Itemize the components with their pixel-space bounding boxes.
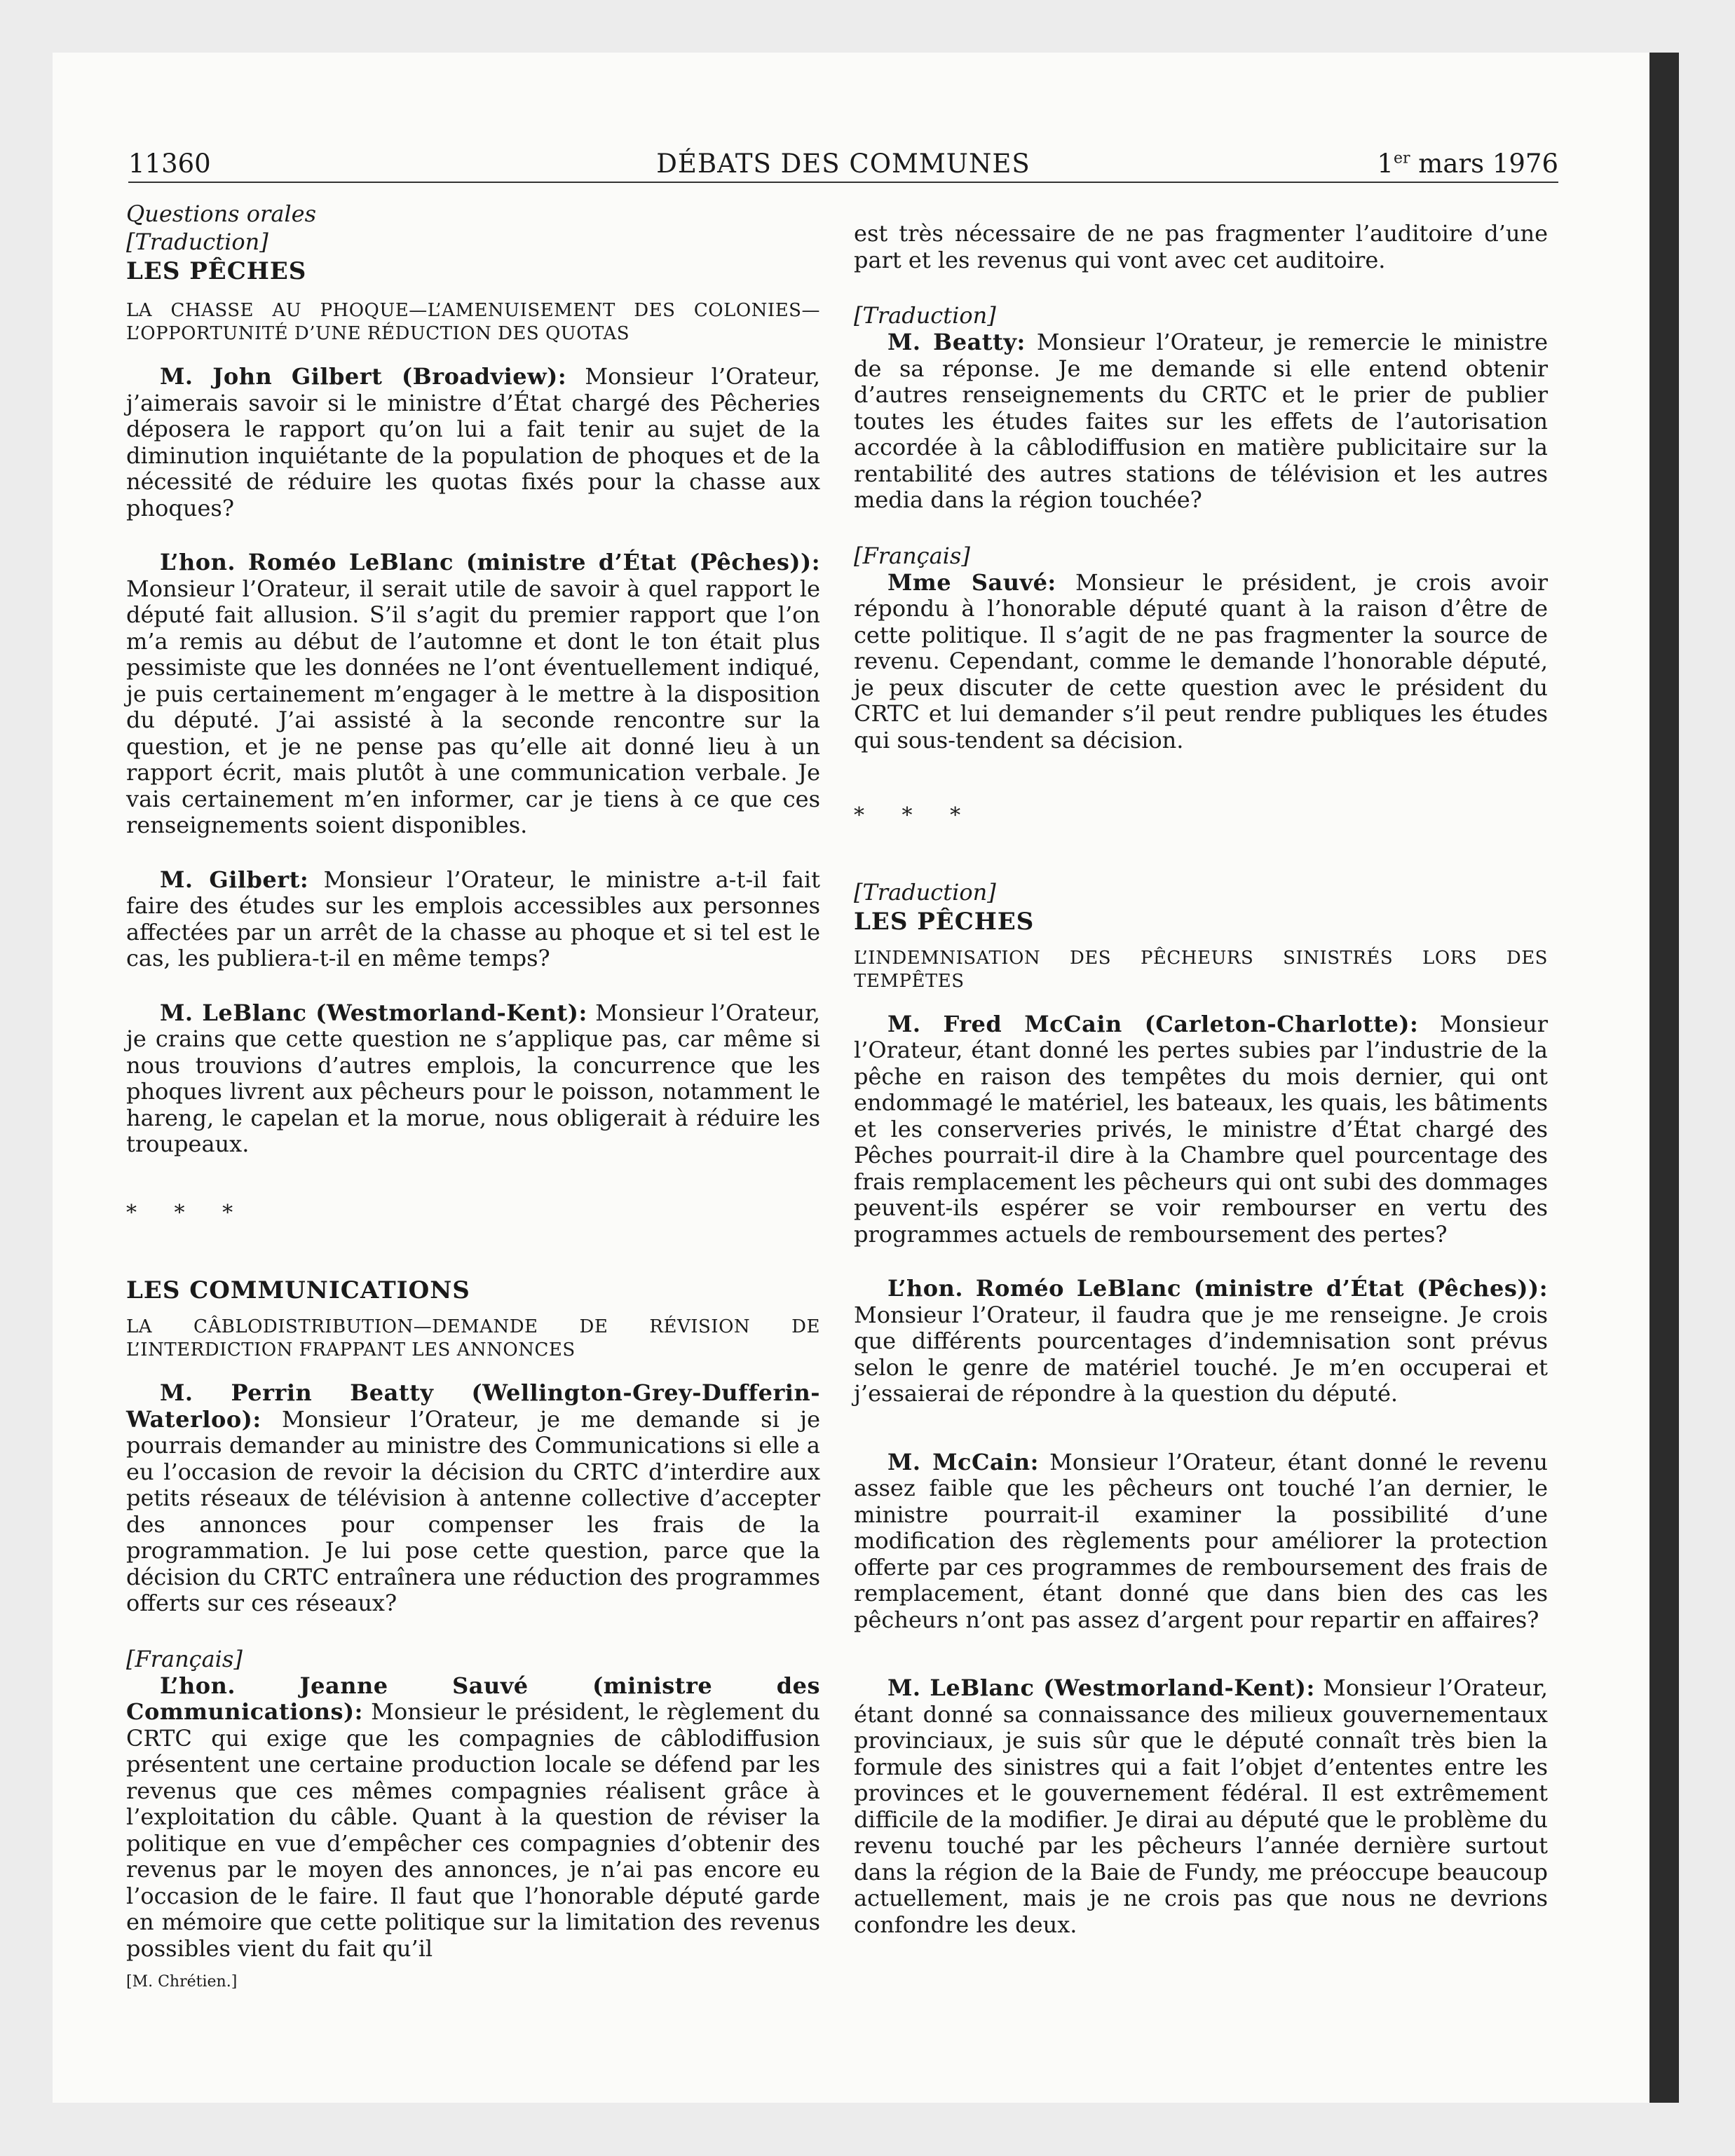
speaker-name: M. Beatty: bbox=[887, 329, 1026, 355]
speech bbox=[126, 1673, 820, 1963]
speaker-name: M. LeBlanc (Westmorland-Kent): bbox=[887, 1674, 1315, 1701]
section-separator: * * * bbox=[126, 1200, 249, 1225]
date-day: 1 bbox=[1377, 149, 1394, 179]
speech bbox=[126, 364, 820, 1158]
rubric-title: LES PÊCHES bbox=[126, 257, 307, 285]
speech bbox=[126, 1380, 820, 1617]
speaker-name: M. McCain: bbox=[887, 1448, 1039, 1475]
speech-text: Monsieur l’Orateur, étant donné le revenu assez faible que les pêcheurs ont touché l’an dernier, le ministre pourrait-il examiner la possibilité d’une modification des règlements pour améliorer la protection offerte par ces programmes de remboursement des frais de remplacement, étant donné que dans bien des cas les pêcheurs n’ont pas assez d’argent pour repartir en affaires? bbox=[854, 1448, 1549, 1633]
language-note: [Traduction] bbox=[126, 228, 268, 255]
speech-text: Monsieur l’Orateur, il serait utile de savoir à quel rapport le député fait allusion. S’il s’agit du premier rapport que l’on m’a remis au début de l’automne et dont le ton était plus pessimiste que les données ne l’ont éventuellement indiqué, je puis certainement m’engager à le mettre à la disposition du député. J’ai assisté à la seconde rencontre sur la question, et je ne pense pas qu’elle ait donné lieu à un rapport écrit, mais plutôt à une communication verbale. Je vais certainement m’en informer, car je tiens à ce que ces renseignements soient disponibles. bbox=[126, 575, 820, 838]
running-title: DÉBATS DES COMMUNES bbox=[656, 149, 1030, 179]
issue-date bbox=[1377, 149, 1558, 179]
speech-text: Monsieur l’Orateur, étant donné les pertes subies par l’industrie de la pêche en raison des tempêtes du mois dernier, qui ont endommagé le matériel, les bateaux, les quais, les bâtiments et les conserveries privés, le ministre d’État chargé des Pêches pourrait-il dire à la Chambre quel pourcentage des frais remplacement les pêcheurs qui ont subi des dommages peuvent-ils espérer se voir rembourser en vertu des programmes actuels de remboursement des pertes? bbox=[854, 1010, 1549, 1248]
right-column bbox=[854, 200, 1548, 1938]
speech-text: Monsieur le président, je crois avoir répondu à l’honorable député quant à la raison d’être de cette politique. Il s’agit de ne pas fragmenter la source de revenu. Cependant, comme le demande l’honorable député, je peux discuter de cette question avec le président du CRTC et lui demander s’il peut rendre publiques les études qui sous-tendent sa décision. bbox=[854, 568, 1549, 753]
attribution-note: [M. Chrétien.] bbox=[126, 1973, 238, 1991]
speech-text: Monsieur l’Orateur, je me demande si je pourrais demander au ministre des Communications si elle a eu l’occasion de revoir la décision du CRTC d’interdire aux petits réseaux de télévision à antenne collective d’accepter des annonces pour compenser les frais de la programmation. Je lui pose cette question, parce que la décision du CRTC entraînera une réduction des programmes offerts sur ces réseaux? bbox=[126, 1405, 820, 1616]
speech bbox=[854, 329, 1548, 514]
speech bbox=[854, 1011, 1548, 1939]
speaker-name: M. John Gilbert (Broadview): bbox=[160, 363, 567, 390]
date-superscript: er bbox=[1393, 149, 1410, 168]
rubric-subtitle: LA CHASSE AU PHOQUE—L’AMENUISEMENT DES COLONIES— L’OPPORTUNITÉ D’UNE RÉDUCTION DES QUOTAS bbox=[126, 300, 820, 344]
rubric-subtitle: L’INDEMNISATION DES PÊCHEURS SINISTRÉS LORS DES TEMPÊTES bbox=[854, 947, 1548, 992]
speaker-name: M. LeBlanc (Westmorland-Kent): bbox=[160, 999, 587, 1026]
rubric-subtitle: LA CÂBLODISTRIBUTION—DEMANDE DE RÉVISION DE L’INTERDICTION FRAPPANT LES ANNONCES bbox=[126, 1316, 820, 1360]
continued-text: est très nécessaire de ne pas fragmenter l’auditoire d’une part et les revenus qui vont avec cet auditoire. bbox=[854, 220, 1548, 273]
speech-text: Monsieur l’Orateur, il faudra que je me renseigne. Je crois que différents pourcentages d’indemnisation sont prévus selon le genre de matériel touché. Je m’en occuperai et j’essaierai de répondre à la question du député. bbox=[854, 1301, 1548, 1407]
language-note: [Traduction] bbox=[854, 302, 996, 329]
speaker-name: L’hon. Roméo LeBlanc (ministre d’État (Pêches)): bbox=[160, 549, 820, 575]
speaker-name: Mme Sauvé: bbox=[887, 568, 1056, 596]
speaker-name: M. Gilbert: bbox=[160, 866, 309, 893]
scanned-page bbox=[53, 53, 1679, 2103]
date-rest: mars 1976 bbox=[1410, 149, 1558, 179]
page-header bbox=[128, 149, 1558, 183]
speech-text: Monsieur l’Orateur, étant donné sa connaissance des milieux gouvernementaux provinciaux, je suis sûr que le député connaît très bien la formule des sinistres qui a fait l’objet d’ententes entre les provinces et le gouvernement fédéral. Il est extrêmement difficile de la modifier. Je dirai au député que le problème du revenu touché par les pêcheurs l’année dernière surtout dans la région de la Baie de Fundy, me préoccupe beaucoup actuellement, mais je ne crois pas que nous ne devrions confondre les deux. bbox=[854, 1674, 1548, 1938]
speaker-name: M. Perrin Beatty (Wellington-Grey-Dufferin-Waterloo): bbox=[126, 1379, 820, 1433]
speech-text: Monsieur l’Orateur, je crains que cette question ne s’applique pas, car même si nous trouvions d’autres emplois, la concurrence que les phoques livrent aux pêcheurs pour le poisson, notamment le hareng, le capelan et la morue, nous obligerait à réduire les troupeaux. bbox=[126, 999, 820, 1157]
language-note: [Français] bbox=[126, 1645, 243, 1672]
speaker-name: L’hon. Roméo LeBlanc (ministre d’État (Pêches)): bbox=[887, 1275, 1548, 1302]
speech-text: Monsieur l’Orateur, je remercie le ministre de sa réponse. Je me demande si elle entend obtenir d’autres renseignements du CRTC et le prier de publier toutes les études faites sur les effets de l’autorisation accordée à la câblodiffusion en matière publicitaire sur la rentabilité des autres stations de télévision et les autres media dans la région touchée? bbox=[854, 329, 1549, 513]
page-number: 11360 bbox=[128, 149, 211, 179]
speech-text: Monsieur le président, le règlement du CRTC qui exige que les compagnies de câblodiffusion présentent une certaine production locale se défend par les revenus que ces mêmes compagnies réalisent grâce à l’exploitation du câble. Quant à la question de réviser la politique en vue d’empêcher ces compagnies d’obtenir des revenus par le moyen des annonces, je n’ai pas encore eu l’occasion de le faire. Il faut que l’honorable député garde en mémoire que cette politique sur la limitation des revenus possibles vient du fait qu’il bbox=[126, 1698, 820, 1962]
section-heading: Questions orales bbox=[126, 200, 316, 227]
language-note: [Français] bbox=[854, 542, 970, 569]
rubric-title: LES PÊCHES bbox=[854, 907, 1035, 936]
section-separator: * * * bbox=[854, 803, 977, 828]
language-note: [Traduction] bbox=[854, 878, 996, 906]
scan-edge bbox=[1649, 53, 1679, 2103]
speaker-name: M. Fred McCain (Carleton-Charlotte): bbox=[887, 1010, 1419, 1037]
speech-text: Monsieur l’Orateur, j’aimerais savoir si le ministre d’État chargé des Pêcheries déposera le rapport qu’on lui a fait tenir au sujet de la diminution inquiétante de la population de phoques et de la nécessité de réduire les quotas fixés pour la chasse aux phoques? bbox=[126, 363, 821, 521]
speaker-name: L’hon. Jeanne Sauvé (ministre des Communications): bbox=[126, 1672, 820, 1725]
rubric-title: LES COMMUNICATIONS bbox=[126, 1276, 470, 1304]
left-column bbox=[126, 200, 820, 1995]
speech-text: Monsieur l’Orateur, le ministre a-t-il fait faire des études sur les emplois accessibles aux personnes affectées par un arrêt de la chasse au phoque et si tel est le cas, les publiera-t-il en même temps? bbox=[126, 866, 821, 971]
speech bbox=[854, 570, 1548, 754]
